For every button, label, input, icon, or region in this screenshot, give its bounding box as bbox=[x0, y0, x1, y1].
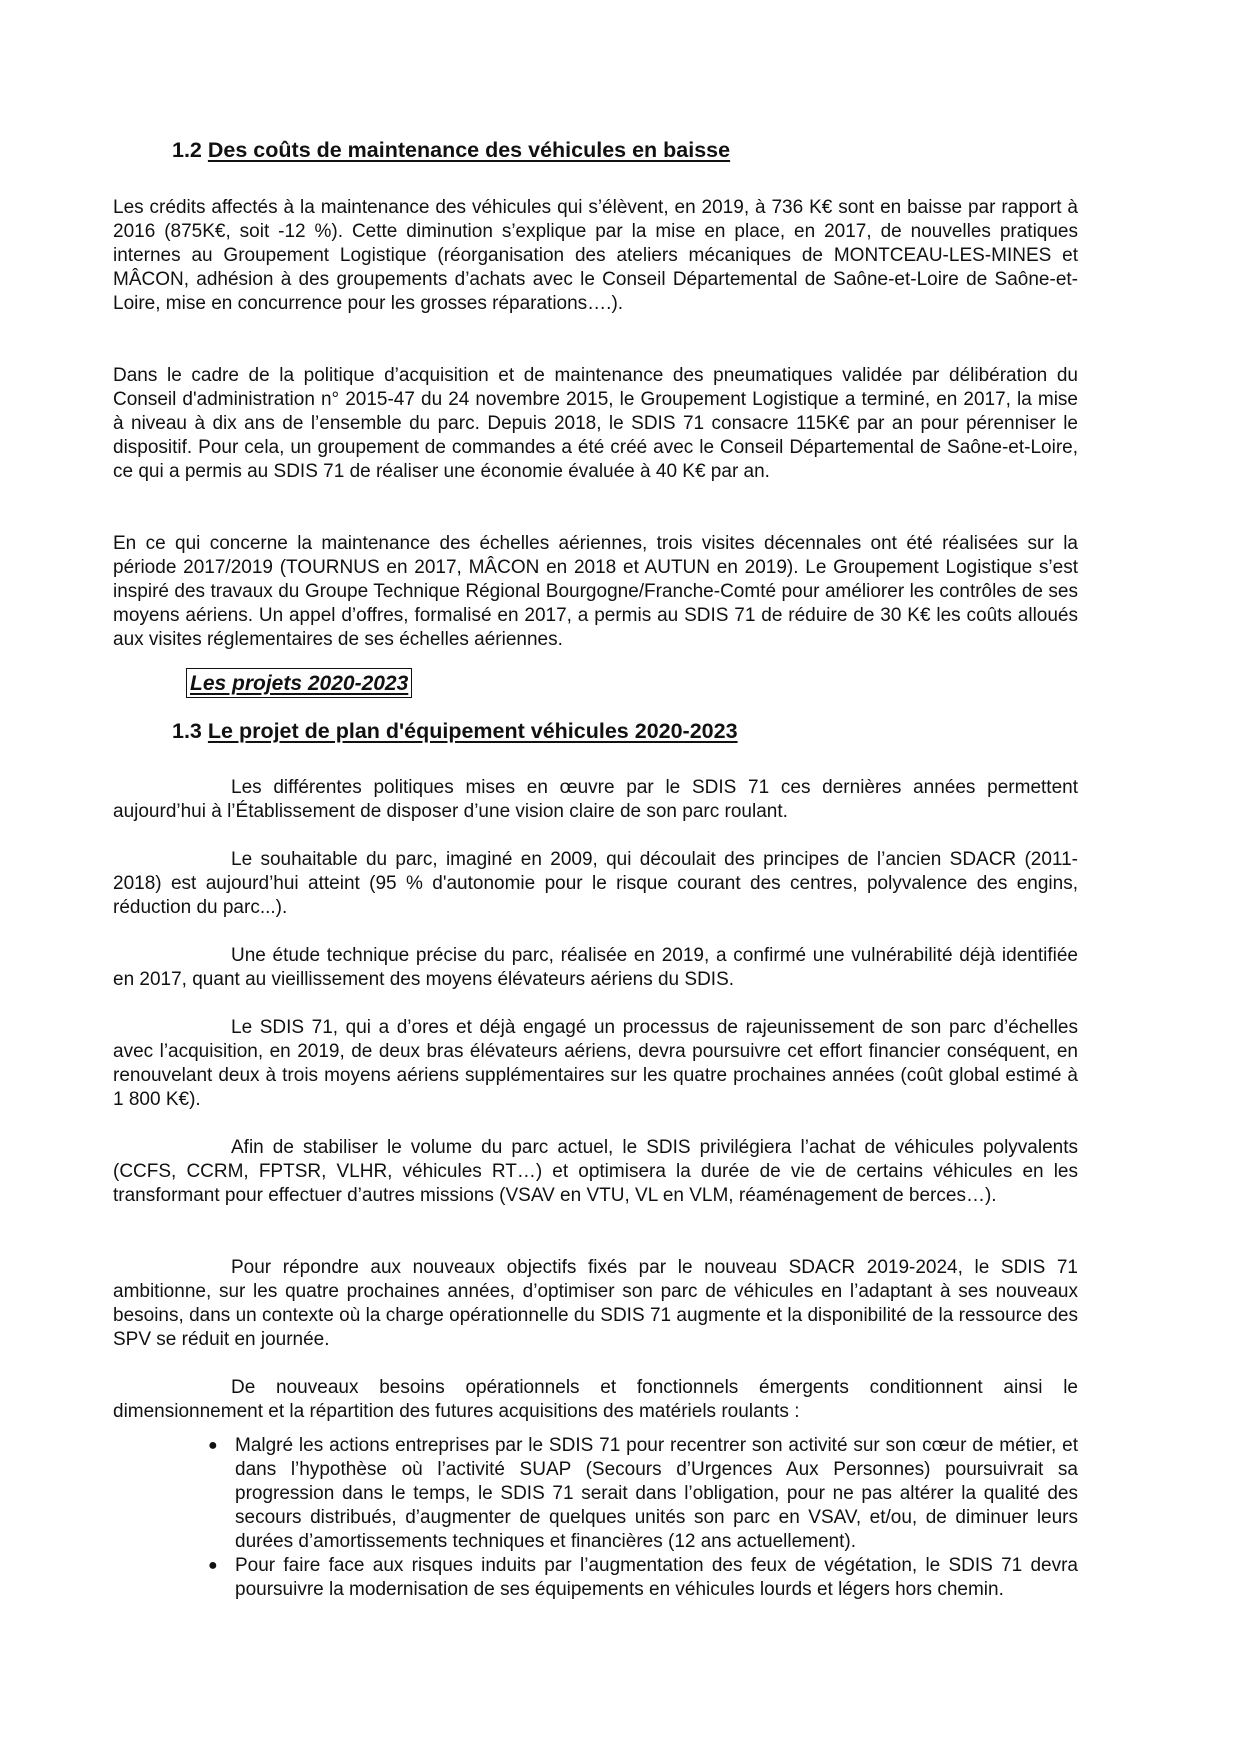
paragraph: Une étude technique précise du parc, réalisée en 2019, a confirmé une vulnérabilité déjà identifiée en 2017, quant au vieillissement des moyens élévateurs aériens du SDIS. bbox=[113, 945, 1078, 990]
paragraph: En ce qui concerne la maintenance des échelles aériennes, trois visites décennales ont été réalisées sur la période 2017/2019 (TOURNUS en 2017, MÂCON en 2018 et AUTUN en 2019). Le Groupement Logistique s’est inspiré des travaux du Groupe Technique Régional Bourgogne/Franche-Comté pour améliorer les contrôles de ses moyens aériens. Un appel d’offres, formalisé en 2017, a permis au SDIS 71 de réduire de 30 K€ les coûts alloués aux visites réglementaires de ses échelles aériennes. bbox=[113, 533, 1078, 650]
bullet-list bbox=[208, 1434, 1078, 1602]
list-item-text: Malgré les actions entreprises par le SDIS 71 pour recentrer son activité sur son cœur de métier, et dans l’hypothèse où l’activité SUAP (Secours d’Urgences Aux Personnes) poursuivrait sa progression dans le temps, le SDIS 71 serait dans l’obligation, pour ne pas altérer la qualité des secours distribués, d’augmenter de quelques unités son parc en VSAV, et/ou, de diminuer leurs durées d’amortissements techniques et financières (12 ans actuellement). bbox=[235, 1435, 1078, 1552]
paragraph: Pour répondre aux nouveaux objectifs fixés par le nouveau SDACR 2019-2024, le SDIS 71 ambitionne, sur les quatre prochaines années, d’optimiser son parc de véhicules en l’adaptant à ses nouveaux besoins, dans un contexte où la charge opérationnelle du SDIS 71 augmente et la disponibilité de la ressource des SPV se réduit en journée. bbox=[113, 1257, 1078, 1350]
paragraph: Dans le cadre de la politique d’acquisition et de maintenance des pneumatiques validée par délibération du Conseil d'administration n° 2015-47 du 24 novembre 2015, le Groupement Logistique a terminé, en 2017, la mise à niveau à dix ans de l’ensemble du parc. Depuis 2018, le SDIS 71 consacre 115K€ par an pour pérenniser le dispositif. Pour cela, un groupement de commandes a été créé avec le Conseil Départemental de Saône-et-Loire, ce qui a permis au SDIS 71 de réaliser une économie évaluée à 40 K€ par an. bbox=[113, 365, 1078, 482]
section-number: 1.3 bbox=[172, 719, 202, 743]
section-title: Des coûts de maintenance des véhicules en baisse bbox=[207, 138, 731, 162]
paragraph: Le SDIS 71, qui a d’ores et déjà engagé un processus de rajeunissement de son parc d’échelles avec l’acquisition, en 2019, de deux bras élévateurs aériens, devra poursuivre cet effort financier conséquent, en renouvelant deux à trois moyens aériens supplémentaires sur les quatre prochaines années (coût global estimé à 1 800 K€). bbox=[113, 1017, 1078, 1110]
paragraph: Les crédits affectés à la maintenance des véhicules qui s’élèvent, en 2019, à 736 K€ sont en baisse par rapport à 2016 (875K€, soit -12 %). Cette diminution s’explique par la mise en place, en 2017, de nouvelles pratiques internes au Groupement Logistique (réorganisation des ateliers mécaniques de MONTCEAU-LES-MINES et MÂCON, adhésion à des groupements d’achats avec le Conseil Départemental de Saône-et-Loire de Saône-et-Loire, mise en concurrence pour les grosses réparations….). bbox=[113, 197, 1078, 314]
paragraph: Afin de stabiliser le volume du parc actuel, le SDIS privilégiera l’achat de véhicules polyvalents (CCFS, CCRM, FPTSR, VLHR, véhicules RT…) et optimisera la durée de vie de certains véhicules en les transformant pour effectuer d’autres missions (VSAV en VTU, VL en VLM, réaménagement de berces…). bbox=[113, 1137, 1078, 1206]
projects-heading: Les projets 2020-2023 bbox=[186, 668, 412, 698]
paragraph: Les différentes politiques mises en œuvre par le SDIS 71 ces dernières années permettent aujourd’hui à l’Établissement de disposer d’une vision claire de son parc roulant. bbox=[113, 777, 1078, 822]
list-item bbox=[208, 1434, 1078, 1554]
section-number: 1.2 bbox=[172, 138, 202, 162]
paragraph: De nouveaux besoins opérationnels et fonctionnels émergents conditionnent ainsi le dimensionnement et la répartition des futures acquisitions des matériels roulants : bbox=[113, 1377, 1078, 1422]
section-1-3-heading bbox=[172, 717, 738, 745]
bullet-icon: ● bbox=[208, 1557, 218, 1574]
section-1-2-heading bbox=[172, 136, 730, 164]
list-item bbox=[208, 1554, 1078, 1602]
list-item-text: Pour faire face aux risques induits par l’augmentation des feux de végétation, le SDIS 71 devra poursuivre la modernisation de ses équipements en véhicules lourds et légers hors chemin. bbox=[235, 1555, 1078, 1600]
bullet-icon: ● bbox=[208, 1437, 218, 1454]
paragraph: Le souhaitable du parc, imaginé en 2009, qui découlait des principes de l’ancien SDACR (2011-2018) est aujourd’hui atteint (95 % d'autonomie pour le risque courant des centres, polyvalence des engins, réduction du parc...). bbox=[113, 849, 1078, 918]
section-title: Le projet de plan d'équipement véhicules 2020-2023 bbox=[207, 719, 738, 743]
